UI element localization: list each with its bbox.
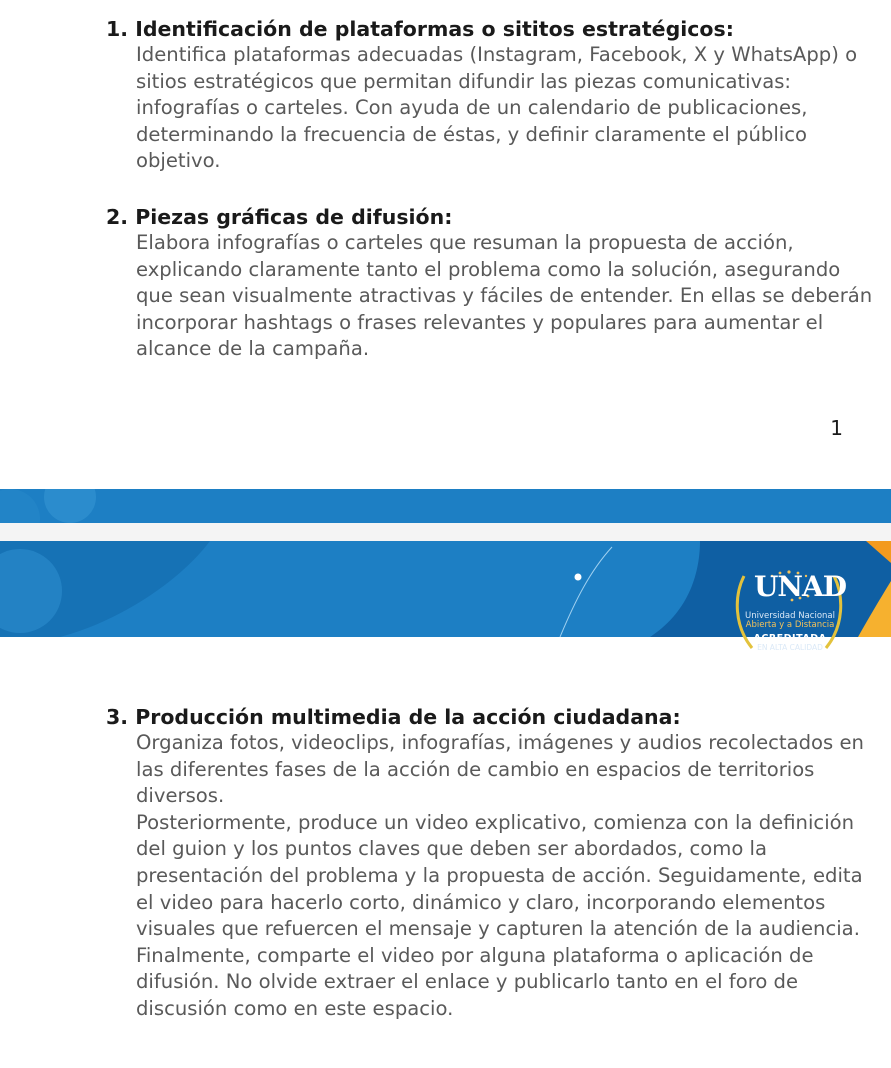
logo-accreditation-sub: EN ALTA CALIDAD [757, 643, 823, 652]
unad-logo [730, 566, 848, 656]
footer-banner [0, 489, 891, 523]
paragraph: Posteriormente, produce un video explicativo, comienza con la definición del guion y los puntos claves que deben ser abordados, como la presentación del problema y la propuesta de acción. Seguidamente, edita el video para hacerlo corto, dinámico y claro, incorporando elementos visuales que refuercen el mensaje y capturen la atención de la audiencia. Finalmente, comparte el video por alguna plataforma o aplicación de difusión. No olvide extraer el enlace y publicarlo tanto en el foro de discusión como en este espacio. [136, 810, 863, 1020]
paragraph: Organiza fotos, videoclips, infografías, imágenes y audios recolectados en las diferentes fases de la acción de cambio en espacios de territorios diversos. [136, 731, 864, 808]
section-heading: 3. Producción multimedia de la acción ciudadana: [106, 705, 681, 729]
paragraph: Identifica plataformas adecuadas (Instagram, Facebook, X y WhatsApp) o sitios estratégicos que permitan difundir las piezas comunicativas: infografías o carteles. Con ayuda de un calendario de publicaciones, determinando la frecuencia de éstas, y definir claramente el público objetivo. [136, 43, 858, 173]
logo-accreditation: ACREDITADA [753, 633, 827, 644]
logo-subtitle: Abierta y a Distancia [745, 620, 835, 630]
page-number: 1 [830, 416, 843, 440]
paragraph: Elabora infografías o carteles que resuman la propuesta de acción, explicando claramente tanto el problema como la solución, asegurando que sean visualmente atractivas y fáciles de entender. En ellas se deberán incorporar hashtags o frases relevantes y populares para aumentar el alcance de la campaña. [136, 231, 873, 361]
logo-wordmark: UNAD [754, 570, 847, 603]
section-body [136, 730, 876, 1023]
section-heading: 2. Piezas gráficas de difusión: [106, 205, 453, 229]
section-body [136, 42, 876, 175]
section-heading: 1. Identificación de plataformas o sititos estratégicos: [106, 17, 734, 41]
section-graphic-pieces [106, 204, 876, 363]
section-multimedia-production [106, 704, 876, 1023]
page-gap [0, 523, 891, 541]
logo-subtitle: Universidad Nacional [745, 611, 835, 621]
footer-banner-decoration [0, 489, 891, 523]
section-platforms [106, 16, 876, 175]
section-body [136, 230, 876, 363]
